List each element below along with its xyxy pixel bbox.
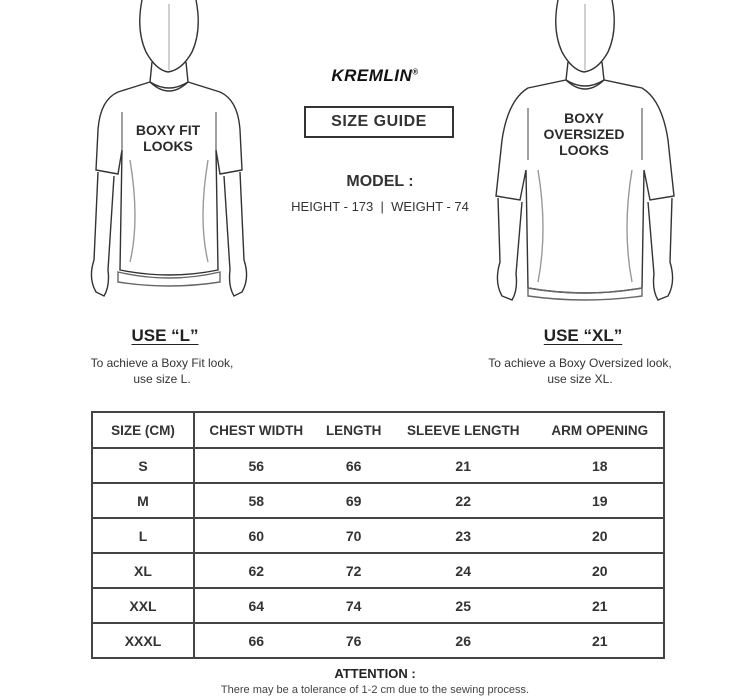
boxy-fit-model-illustration [70, 0, 270, 310]
header-arm-opening: ARM OPENING [537, 412, 664, 448]
table-row [92, 483, 664, 518]
model-title: MODEL : [346, 173, 414, 190]
cell-chest-width: 66 [194, 623, 318, 658]
cell-size: XXXL [92, 623, 194, 658]
table-row [92, 448, 664, 483]
table-row [92, 588, 664, 623]
cell-arm-opening: 20 [537, 553, 664, 588]
cell-sleeve-length: 23 [390, 518, 537, 553]
cell-chest-width: 60 [194, 518, 318, 553]
use-size-xl-label: USE “XL” [543, 326, 623, 345]
cell-sleeve-length: 22 [390, 483, 537, 518]
header-size: SIZE (CM) [92, 412, 194, 448]
cell-length: 76 [318, 623, 390, 658]
cell-arm-opening: 18 [537, 448, 664, 483]
cell-size: L [92, 518, 194, 553]
model-stats: HEIGHT - 173 | WEIGHT - 74 [291, 199, 469, 214]
cell-size: XXL [92, 588, 194, 623]
cell-arm-opening: 20 [537, 518, 664, 553]
cell-sleeve-length: 21 [390, 448, 537, 483]
cell-sleeve-length: 26 [390, 623, 537, 658]
cell-chest-width: 56 [194, 448, 318, 483]
cell-arm-opening: 21 [537, 588, 664, 623]
cell-size: S [92, 448, 194, 483]
table-row [92, 623, 664, 658]
boxy-oversized-description: To achieve a Boxy Oversized look, use size XL. [488, 356, 672, 386]
brand-logo: KREMLIN® [331, 66, 419, 85]
table-row [92, 518, 664, 553]
table-header-row [92, 412, 664, 448]
cell-length: 72 [318, 553, 390, 588]
attention-note: There may be a tolerance of 1-2 cm due to the sewing process. [220, 684, 530, 696]
cell-length: 66 [318, 448, 390, 483]
header-chest-width: CHEST WIDTH [194, 412, 318, 448]
cell-length: 74 [318, 588, 390, 623]
table-row [92, 553, 664, 588]
cell-sleeve-length: 24 [390, 553, 537, 588]
cell-length: 69 [318, 483, 390, 518]
shirt-print-text: BOXY FIT LOOKS [135, 122, 201, 154]
boxy-fit-description: To achieve a Boxy Fit look, use size L. [90, 356, 234, 386]
cell-chest-width: 62 [194, 553, 318, 588]
cell-chest-width: 58 [194, 483, 318, 518]
header-length: LENGTH [318, 412, 390, 448]
cell-arm-opening: 19 [537, 483, 664, 518]
cell-size: XL [92, 553, 194, 588]
cell-length: 70 [318, 518, 390, 553]
attention-title: ATTENTION : [334, 666, 416, 681]
cell-size: M [92, 483, 194, 518]
cell-arm-opening: 21 [537, 623, 664, 658]
header-sleeve-length: SLEEVE LENGTH [390, 412, 537, 448]
cell-sleeve-length: 25 [390, 588, 537, 623]
size-chart-table [91, 411, 665, 659]
shirt-print-text: BOXY OVERSIZED LOOKS [543, 110, 625, 158]
cell-chest-width: 64 [194, 588, 318, 623]
use-size-l-label: USE “L” [131, 326, 199, 345]
size-guide-title: SIZE GUIDE [304, 106, 454, 138]
